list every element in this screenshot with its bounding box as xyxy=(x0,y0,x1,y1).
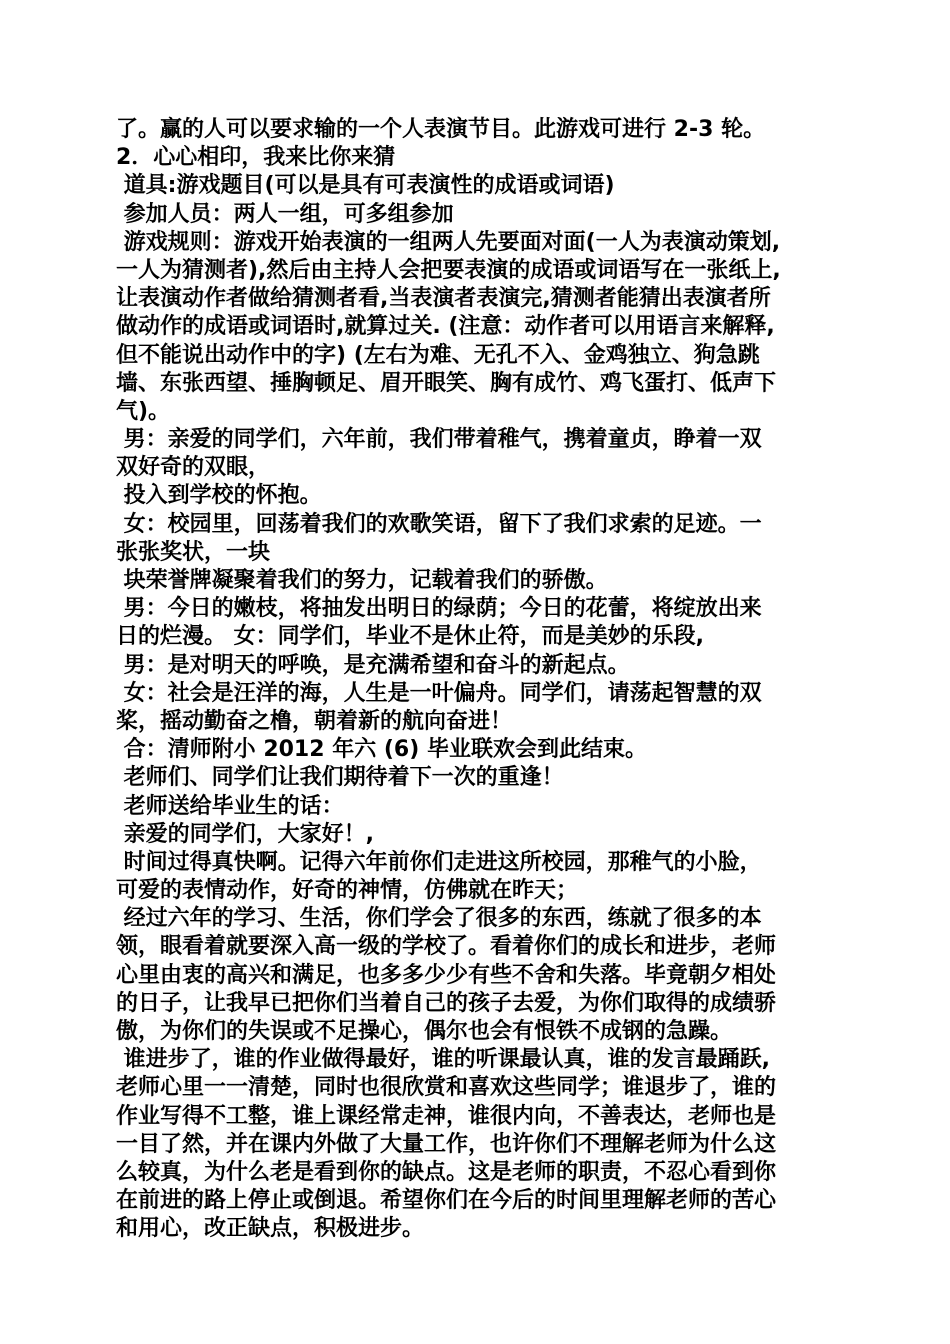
text-line: 一目了然，并在课内外做了大量工作，也许你们不理解老师为什么这 xyxy=(116,1131,777,1157)
text-line: 让表演动作者做给猜测者看,当表演者表演完,猜测者能猜出表演者所 xyxy=(116,286,771,312)
text-line: 亲爱的同学们，大家好！, xyxy=(116,821,375,847)
text-line: 双好奇的双眼， xyxy=(116,455,271,481)
text-line: 一人为猜测者),然后由主持人会把要表演的成语或词语写在一张纸上, xyxy=(116,257,781,283)
text-line: 参加人员：两人一组，可多组参加 xyxy=(116,201,454,227)
text-line: 领，眼看着就要深入高一级的学校了。看着你们的成长和进步，老师 xyxy=(116,934,777,960)
text-line: 么较真，为什么老是看到你的缺点。这是老师的职责，不忍心看到你 xyxy=(116,1159,777,1185)
text-line: 男：亲爱的同学们，六年前，我们带着稚气，携着童贞，睁着一双 xyxy=(116,427,762,453)
text-line: 作业写得不工整，谁上课经常走神，谁很内向，不善表达，老师也是 xyxy=(116,1103,777,1129)
text-line: 道具:游戏题目(可以是具有可表演性的成语或词语) xyxy=(116,173,615,199)
text-line: 男：是对明天的呼唤，是充满希望和奋斗的新起点。 xyxy=(116,652,630,678)
text-line: 块荣誉牌凝聚着我们的努力，记载着我们的骄傲。 xyxy=(116,568,608,593)
text-line: 时间过得真快啊。记得六年前你们走进这所校园，那稚气的小脸， xyxy=(116,849,762,875)
text-line: 老师心里一一清楚，同时也很欣赏和喜欢这些同学；谁退步了，谁的 xyxy=(116,1075,777,1101)
text-line: 和用心，改正缺点，积极进步。 xyxy=(116,1216,425,1242)
text-line: 老师们、同学们让我们期待着下一次的重逢！ xyxy=(116,765,564,791)
text-line: 可爱的表情动作，好奇的神情，仿佛就在昨天； xyxy=(116,878,579,904)
text-line: 桨，摇动勤奋之橹，朝着新的航向奋进！ xyxy=(116,708,513,734)
text-line: 老师送给毕业生的话： xyxy=(116,793,344,819)
text-line: 在前进的路上停止或倒退。希望你们在今后的时间里理解老师的苦心 xyxy=(116,1188,777,1214)
text-line: 傲，为你们的失误或不足操心，偶尔也会有恨铁不成钢的急躁。 xyxy=(116,1019,733,1044)
text-line: 女：社会是汪洋的海，人生是一叶偏舟。同学们，请荡起智慧的双 xyxy=(116,680,762,706)
text-line: 日的烂漫。 女：同学们，毕业不是休止符，而是美妙的乐段, xyxy=(116,624,705,650)
document-page xyxy=(116,116,840,1244)
section-heading: 2．心心相印，我来比你来猜 xyxy=(116,145,396,171)
text-line: 投入到学校的怀抱。 xyxy=(116,483,322,509)
text-line: 做动作的成语或词语时,就算过关. (注意：动作者可以用语言来解释, xyxy=(116,314,775,340)
text-line: 谁进步了，谁的作业做得最好，谁的听课最认真，谁的发言最踊跃, xyxy=(116,1047,771,1073)
text-line: 男：今日的嫩枝，将抽发出明日的绿荫；今日的花蕾，将绽放出来 xyxy=(116,596,762,622)
text-line: 心里由衷的高兴和满足，也多多少少有些不舍和失落。毕竟朝夕相处 xyxy=(116,962,777,988)
text-line: 墙、东张西望、捶胸顿足、眉开眼笑、胸有成竹、鸡飞蛋打、低声下 xyxy=(116,370,777,396)
text-line: 游戏规则：游戏开始表演的一组两人先要面对面(一人为表演动策划, xyxy=(116,229,781,255)
text-line: 张张奖状，一块 xyxy=(116,539,271,565)
text-line: 合：清师附小 2012 年六 (6) 毕业联欢会到此结束。 xyxy=(116,737,647,763)
text-line: 但不能说出动作中的字) (左右为难、无孔不入、金鸡独立、狗急跳 xyxy=(116,342,760,368)
text-line: 经过六年的学习、生活，你们学会了很多的东西，练就了很多的本 xyxy=(116,906,762,932)
text-line: 的日子，让我早已把你们当着自己的孩子去爱，为你们取得的成绩骄 xyxy=(116,990,777,1016)
text-line: 气)。 xyxy=(116,398,171,424)
text-line: 了。赢的人可以要求输的一个人表演节目。此游戏可进行 2-3 轮。 xyxy=(116,117,766,142)
text-line: 女：校园里，回荡着我们的欢歌笑语，留下了我们求索的足迹。一 xyxy=(116,511,762,537)
